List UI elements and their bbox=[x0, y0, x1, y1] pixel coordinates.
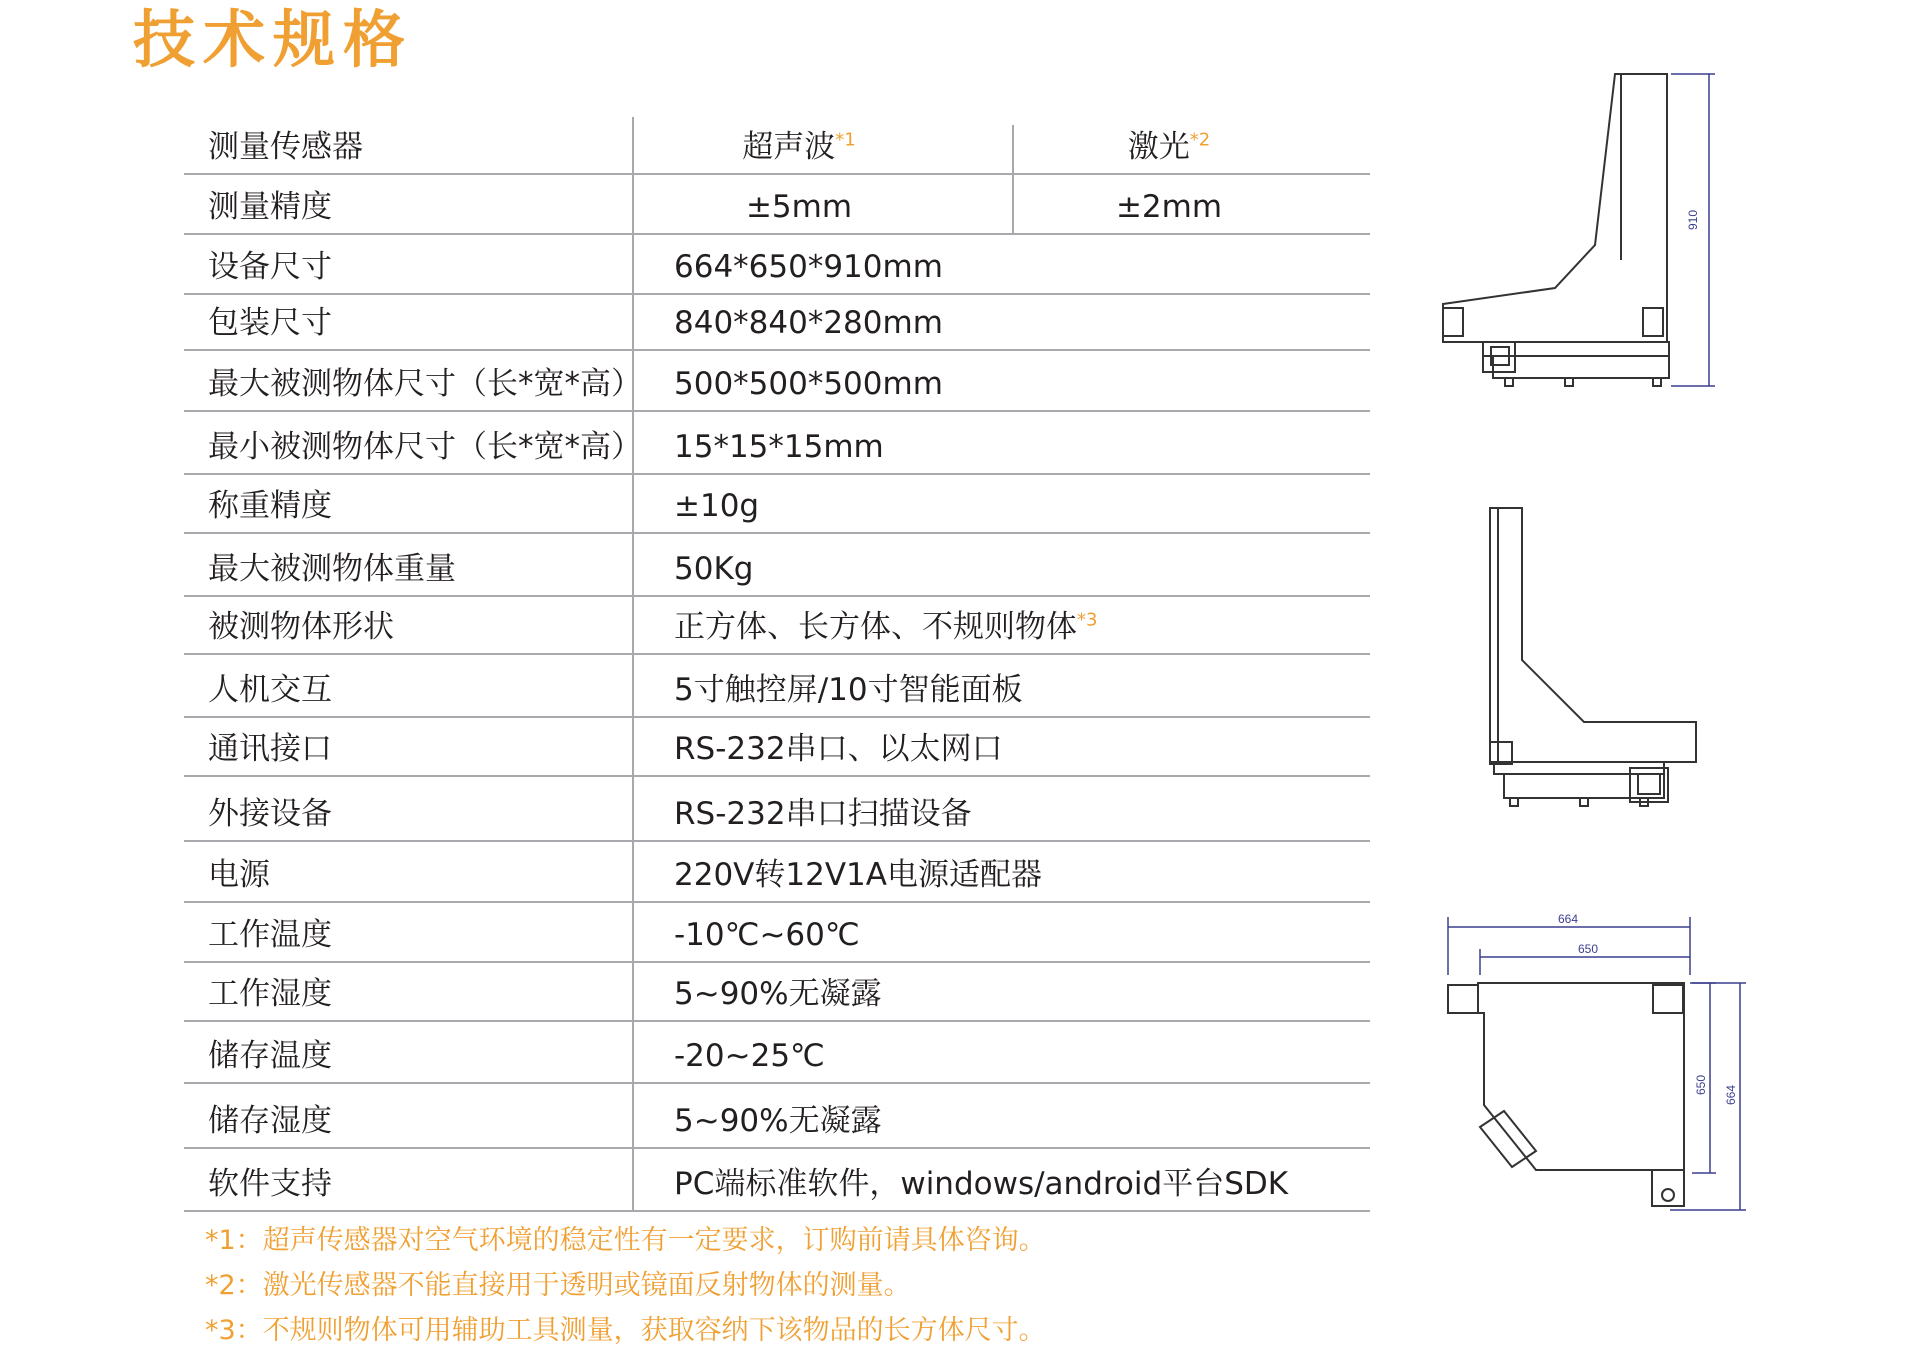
row-value: 664*650*910mm bbox=[674, 249, 943, 285]
side-view-drawing bbox=[1425, 60, 1755, 400]
table-row bbox=[184, 235, 1370, 295]
front-view-drawing bbox=[1480, 500, 1730, 830]
sensor-label: 测量传感器 bbox=[208, 129, 363, 165]
table-row-accuracy bbox=[184, 175, 1370, 235]
table-row bbox=[184, 903, 1370, 963]
height-dimension-label: 910 bbox=[1686, 209, 1700, 230]
depth-650-label: 650 bbox=[1694, 1074, 1708, 1095]
accuracy-label: 测量精度 bbox=[208, 189, 332, 225]
row-label: 称重精度 bbox=[208, 488, 332, 524]
table-row bbox=[184, 963, 1370, 1022]
row-value: ±10g bbox=[674, 488, 760, 524]
width-664-label: 664 bbox=[1558, 912, 1579, 926]
footnote-mark-3: *3 bbox=[1077, 609, 1098, 631]
accuracy-laser: ±2mm bbox=[1115, 189, 1223, 225]
row-label: 软件支持 bbox=[208, 1166, 332, 1202]
page-title: 技术规格 bbox=[133, 3, 414, 76]
width-650-label: 650 bbox=[1578, 942, 1599, 956]
row-label: 工作湿度 bbox=[208, 976, 332, 1012]
sensor-laser: 激光$^{*2}$ bbox=[1127, 129, 1211, 165]
row-value: 5~90%无凝露 bbox=[674, 976, 882, 1012]
table-row bbox=[184, 1022, 1370, 1084]
table-row bbox=[184, 534, 1370, 597]
row-value: 正方体、长方体、不规则物体$^{*3}$ bbox=[674, 609, 1098, 645]
footnote-mark-1: *1 bbox=[835, 129, 856, 151]
row-label: 最大被测物体尺寸（长*宽*高） bbox=[208, 366, 642, 402]
footnote-3: *3：不规则物体可用辅助工具测量，获取容纳下该物品的长方体尺寸。 bbox=[205, 1315, 1046, 1346]
sensor-ultrasonic: 超声波$^{*1}$ bbox=[742, 129, 856, 165]
row-value: -20~25℃ bbox=[674, 1038, 825, 1074]
row-value: -10℃~60℃ bbox=[674, 917, 860, 953]
row-label: 最小被测物体尺寸（长*宽*高） bbox=[208, 429, 642, 465]
row-label: 人机交互 bbox=[208, 672, 332, 708]
row-label: 外接设备 bbox=[208, 796, 332, 832]
row-value: 220V转12V1A电源适配器 bbox=[674, 857, 1042, 893]
row-label: 工作温度 bbox=[208, 917, 332, 953]
footnote-mark-2: *2 bbox=[1189, 129, 1211, 151]
row-label: 包装尺寸 bbox=[208, 305, 332, 341]
table-row bbox=[184, 718, 1370, 777]
top-view-drawing bbox=[1440, 905, 1770, 1225]
row-label: 最大被测物体重量 bbox=[208, 551, 456, 587]
row-value: 5~90%无凝露 bbox=[674, 1103, 882, 1139]
footnotes bbox=[205, 1218, 1046, 1353]
row-value: 500*500*500mm bbox=[674, 366, 943, 402]
row-value: PC端标准软件，windows/android平台SDK bbox=[674, 1166, 1289, 1202]
row-label: 设备尺寸 bbox=[208, 249, 332, 285]
table-row bbox=[184, 412, 1370, 475]
row-value: RS-232串口扫描设备 bbox=[674, 796, 972, 832]
row-label: 储存湿度 bbox=[208, 1103, 332, 1139]
row-value: 50Kg bbox=[674, 551, 754, 587]
accuracy-ultrasonic: ±5mm bbox=[745, 189, 853, 225]
footnote-2: *2：激光传感器不能直接用于透明或镜面反射物体的测量。 bbox=[205, 1270, 911, 1301]
table-row bbox=[184, 1149, 1370, 1212]
footnote-1: *1：超声传感器对空气环境的稳定性有一定要求，订购前请具体咨询。 bbox=[205, 1225, 1046, 1256]
row-label: 被测物体形状 bbox=[208, 609, 394, 645]
row-label: 电源 bbox=[208, 857, 270, 893]
table-row bbox=[184, 295, 1370, 351]
table-row bbox=[184, 655, 1370, 718]
table-header-row bbox=[184, 117, 1370, 175]
spec-table bbox=[184, 117, 1370, 1212]
row-value: 840*840*280mm bbox=[674, 305, 943, 341]
table-row bbox=[184, 842, 1370, 903]
row-label: 储存温度 bbox=[208, 1038, 332, 1074]
table-row bbox=[184, 1084, 1370, 1149]
row-value: RS-232串口、以太网口 bbox=[674, 731, 1003, 767]
depth-664-label: 664 bbox=[1724, 1084, 1738, 1105]
row-value: 15*15*15mm bbox=[674, 429, 884, 465]
table-row bbox=[184, 351, 1370, 412]
row-label: 通讯接口 bbox=[208, 731, 332, 767]
table-row bbox=[184, 777, 1370, 842]
table-row bbox=[184, 475, 1370, 534]
row-value: 5寸触控屏/10寸智能面板 bbox=[674, 672, 1023, 708]
table-row bbox=[184, 597, 1370, 655]
